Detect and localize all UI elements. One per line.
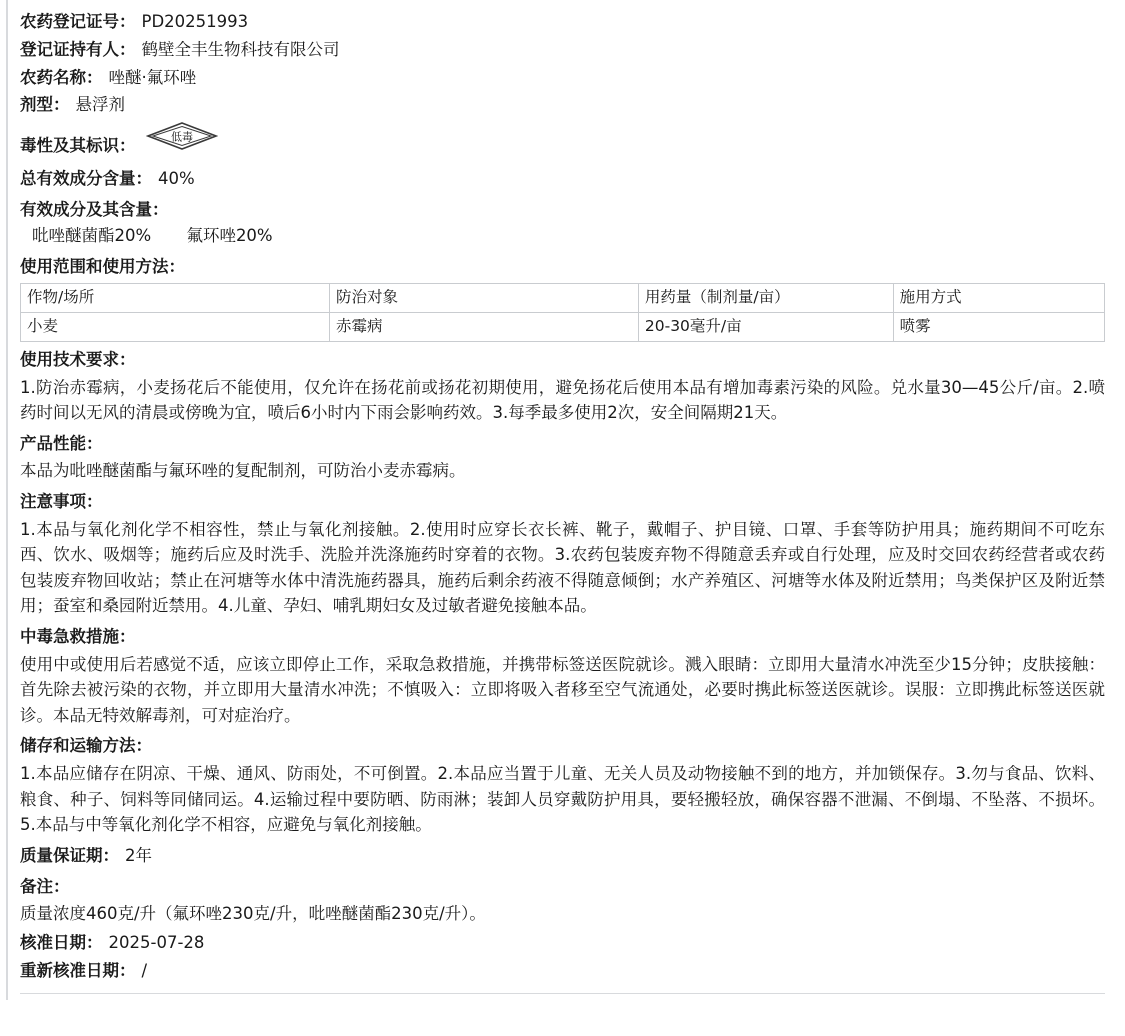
low-toxicity-diamond-icon	[146, 121, 218, 151]
column-header-target: 防治对象	[329, 283, 638, 312]
field-registration-number	[20, 10, 1105, 35]
cell-dosage: 20-30毫升/亩	[638, 312, 893, 341]
field-formulation	[20, 93, 1105, 118]
active-ingredient-item: 吡唑醚菌酯20%	[32, 226, 152, 246]
field-total-active-ingredient	[20, 167, 1105, 192]
total-ai-value: 40%	[158, 168, 195, 188]
shelf-life-label: 质量保证期：	[20, 845, 119, 865]
product-performance-text: 本品为吡唑醚菌酯与氟环唑的复配制剂，可防治小麦赤霉病。	[20, 461, 466, 481]
registration-number-label: 农药登记证号：	[20, 12, 136, 31]
field-shelf-life	[20, 844, 1105, 869]
cell-crop: 小麦	[21, 312, 330, 341]
usage-scope-label: 使用范围和使用方法：	[20, 257, 185, 276]
technical-requirements-text: 1.防治赤霉病，小麦扬花后不能使用，仅允许在扬花前或扬花初期使用，避免扬花后使用本品有增加毒素污染的风险。兑水量30—45公斤/亩。2.喷药时间以无风的清晨或傍晚为宜，喷后6小时内下雨会影响药效。3.每季最多使用2次，安全间隔期21天。	[20, 377, 1105, 423]
technical-requirements-label: 使用技术要求：	[20, 349, 136, 369]
formulation-label: 剂型：	[20, 95, 70, 115]
precautions-label: 注意事项：	[20, 491, 103, 511]
active-ingredients-list	[20, 224, 1105, 249]
table-header-row	[21, 283, 1105, 312]
first-aid-label: 中毒急救措施：	[20, 626, 136, 646]
remark-text: 质量浓度460克/升（氟环唑230克/升，吡唑醚菌酯230克/升）。	[20, 904, 486, 924]
reapproval-date-label: 重新核准日期：	[20, 960, 136, 980]
field-pesticide-name	[20, 66, 1105, 91]
column-header-dosage: 用药量（制剂量/亩）	[638, 283, 893, 312]
column-header-application-method: 施用方式	[893, 283, 1104, 312]
pesticide-name-label: 农药名称：	[20, 67, 103, 87]
formulation-value: 悬浮剂	[75, 95, 125, 115]
registration-number-value: PD20251993	[141, 12, 249, 31]
approval-date-label: 核准日期：	[20, 932, 103, 952]
active-ingredient-item: 氟环唑20%	[186, 226, 273, 246]
field-license-holder	[20, 38, 1105, 63]
svg-text:低毒: 低毒	[170, 130, 193, 144]
cell-target: 赤霉病	[329, 312, 638, 341]
storage-transport-label: 储存和运输方法：	[20, 736, 152, 756]
active-ingredients-label: 有效成分及其含量：	[20, 199, 169, 219]
approval-date-value: 2025-07-28	[108, 932, 205, 952]
precautions-text: 1.本品与氧化剂化学不相容性，禁止与氧化剂接触。2.使用时应穿长衣长裤、靴子，戴帽子、护目镜、口罩、手套等防护用具；施药期间不可吃东西、饮水、吸烟等；施药后应及时洗手、洗脸并洗涤施药时穿着的衣物。3.农药包装废弃物不得随意丢弃或自行处理，应及时交回农药经营者或农药包装废弃物回收站；禁止在河塘等水体中清洗施药器具，施药后剩余药液不得随意倾倒；水产养殖区、河塘等水体及附近禁用；鸟类保护区及附近禁用；蚕室和桑园附近禁用。4.儿童、孕妇、哺乳期妇女及过敏者避免接触本品。	[20, 519, 1105, 616]
field-approval-date	[20, 931, 1105, 956]
field-toxicity	[20, 121, 1105, 159]
license-holder-label: 登记证持有人：	[20, 39, 136, 59]
reapproval-date-value: /	[141, 960, 148, 980]
pesticide-name-value: 唑醚·氟环唑	[108, 67, 197, 87]
usage-table	[20, 283, 1105, 342]
first-aid-text: 使用中或使用后若感觉不适，应该立即停止工作，采取急救措施，并携带标签送医院就诊。溅入眼睛：立即用大量清水冲洗至少15分钟；皮肤接触：首先除去被污染的衣物，并立即用大量清水冲洗；不慎吸入：立即将吸入者移至空气流通处，必要时携此标签送医就诊。误服：立即携此标签送医就诊。本品无特效解毒剂，可对症治疗。	[20, 654, 1105, 725]
field-reapproval-date	[20, 959, 1105, 984]
storage-transport-text: 1.本品应储存在阴凉、干燥、通风、防雨处，不可倒置。2.本品应当置于儿童、无关人员及动物接触不到的地方，并加锁保存。3.勿与食品、饮料、粮食、种子、饲料等同储同运。4.运输过程中要防晒、防雨淋；装卸人员穿戴防护用具，要轻搬轻放，确保容器不泄漏、不倒塌、不坠落、不损坏。5.本品与中等氧化剂化学不相容，应避免与氧化剂接触。	[20, 764, 1105, 835]
remark-label: 备注：	[20, 876, 70, 896]
toxicity-label: 毒性及其标识：	[20, 136, 136, 155]
table-row	[21, 312, 1105, 341]
license-holder-value: 鹤壁全丰生物科技有限公司	[141, 39, 340, 59]
column-header-crop: 作物/场所	[21, 283, 330, 312]
shelf-life-value: 2年	[125, 845, 152, 865]
bottom-divider	[20, 993, 1105, 994]
cell-application-method: 喷雾	[893, 312, 1104, 341]
total-ai-label: 总有效成分含量：	[20, 168, 152, 188]
product-performance-label: 产品性能：	[20, 433, 103, 453]
